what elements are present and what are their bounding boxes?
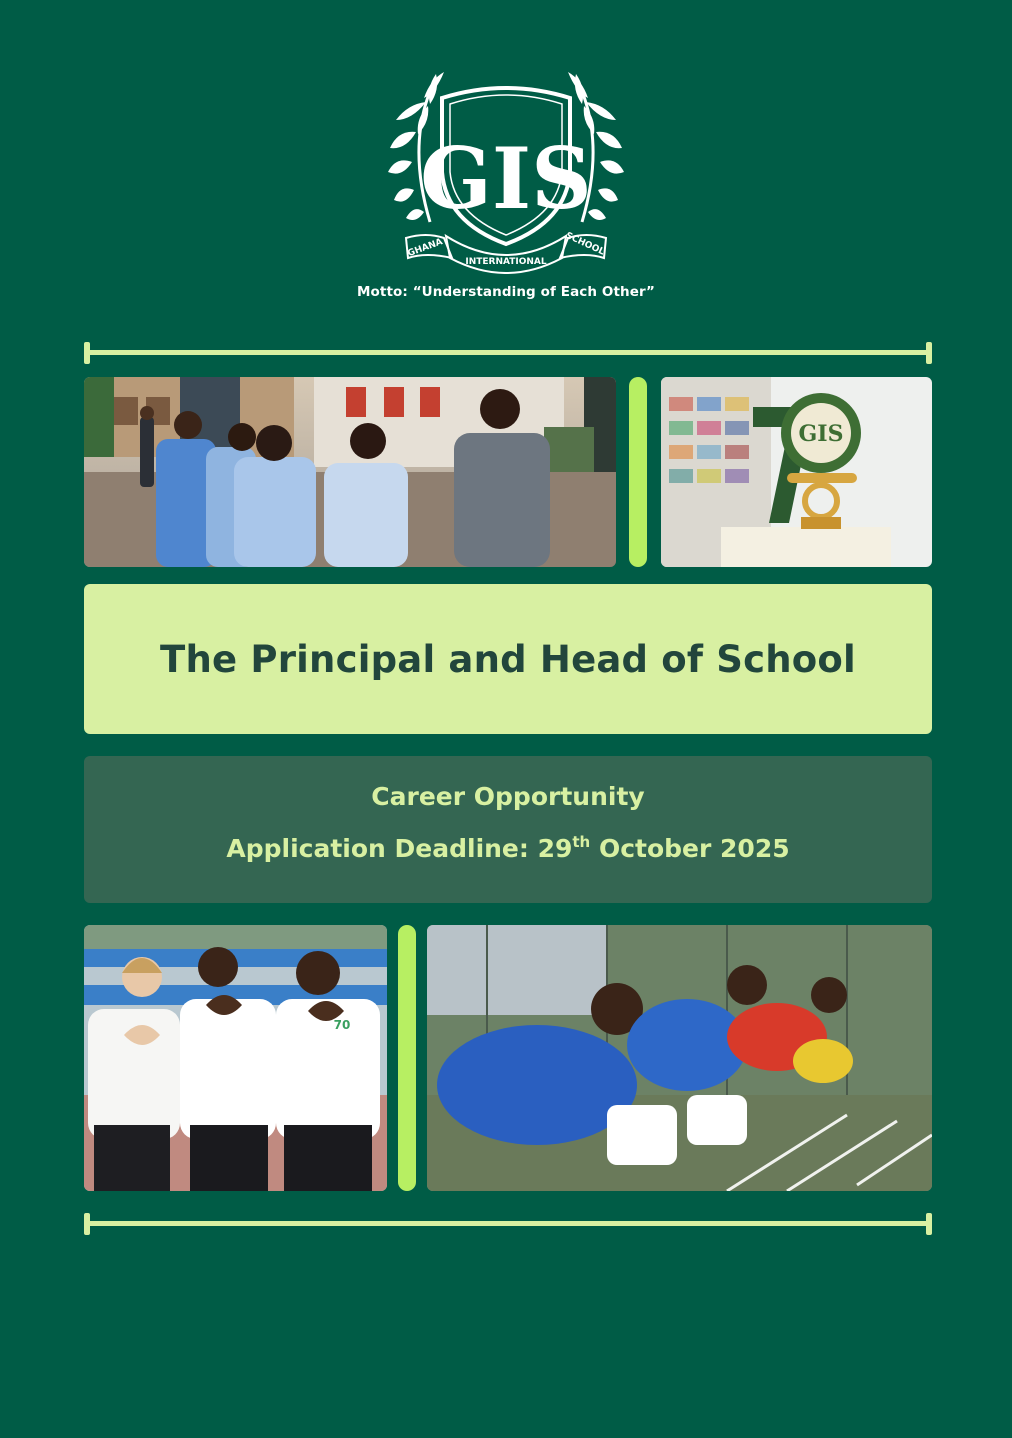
title-banner	[84, 584, 932, 734]
students-walking-photo	[84, 377, 616, 567]
photo-separator-bar-bottom	[398, 925, 416, 1191]
staff-heart-hands-photo	[84, 925, 387, 1191]
students-race-start-photo	[427, 925, 932, 1191]
ribbon-text-left: GHANA	[406, 237, 445, 260]
top-divider	[84, 342, 932, 364]
deadline-prefix: Application Deadline: 29	[226, 834, 573, 863]
photo-separator-bar	[629, 377, 647, 567]
crest-initials: GIS	[420, 129, 592, 228]
bottom-divider	[84, 1213, 932, 1235]
anniversary-trophy-photo	[661, 377, 932, 567]
school-crest-logo	[386, 62, 626, 274]
position-title: The Principal and Head of School	[160, 637, 856, 681]
career-info-panel	[84, 756, 932, 903]
deadline-ordinal-suffix: th	[572, 833, 591, 851]
ribbon-text-right: SCHOOL	[563, 230, 606, 258]
application-deadline	[84, 834, 932, 863]
trophy-initials: GIS	[798, 421, 844, 447]
career-opportunity-label: Career Opportunity	[371, 782, 645, 811]
school-motto: Motto: “Understanding of Each Other”	[357, 284, 655, 300]
shirt-badge-70: 70	[333, 1018, 351, 1032]
ribbon-text-middle: INTERNATIONAL	[465, 257, 547, 267]
deadline-month-year: October 2025	[590, 834, 790, 863]
